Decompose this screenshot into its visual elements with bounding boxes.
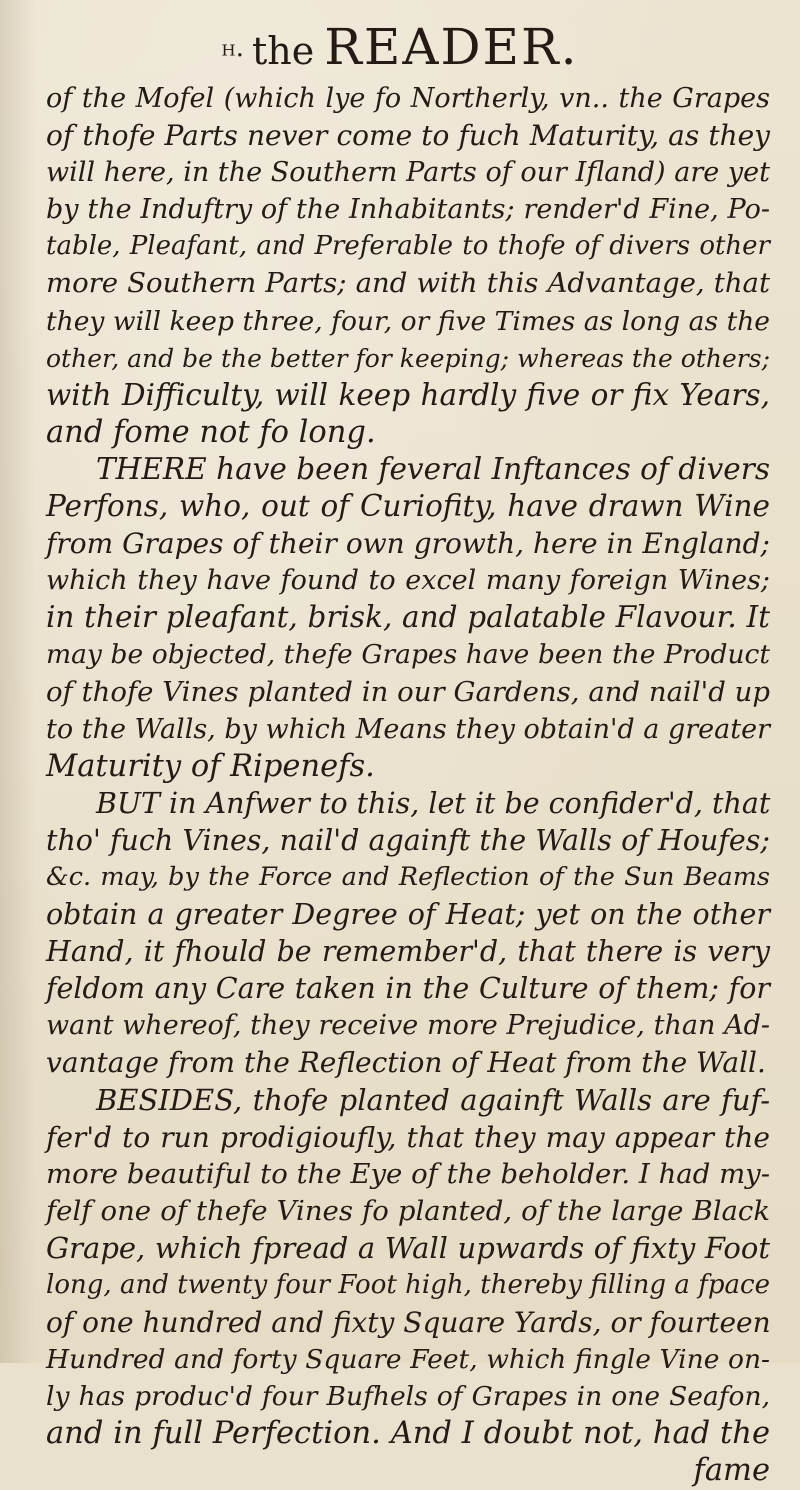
text-line: fer'd to run prodigioufly, that they may appear the <box>46 1120 770 1154</box>
text-line: long, and twenty four Foot high, thereby filling a fpace <box>46 1270 770 1300</box>
text-line: of thofe Parts never come to fuch Maturity, as they <box>46 119 770 153</box>
text-line: more beautiful to the Eye of the beholder. I had my- <box>46 1157 770 1190</box>
text-line: want whereof, they receive more Prejudice, than Ad- <box>46 1010 770 1042</box>
text-line: tho' fuch Vines, nail'd againft the Walls of Houfes; <box>46 823 770 857</box>
text-line: in their pleafant, brisk, and palatable Flavour. It <box>46 600 770 635</box>
text-line: other, and be the better for keeping; whereas the others; <box>46 343 770 373</box>
text-line: which they have found to excel many foreign Wines; <box>46 565 770 597</box>
text-line: THERE have been feveral Inftances of divers <box>96 451 770 486</box>
text-line: of thofe Vines planted in our Gardens, and nail'd up <box>46 675 770 708</box>
text-line: Hand, it fhould be remember'd, that there is very <box>46 935 770 969</box>
text-line: will here, in the Southern Parts of our Ifland) are yet <box>46 157 770 189</box>
text-line: obtain a greater Degree of Heat; yet on the other <box>46 898 770 932</box>
text-line: Maturity of Ripenefs. <box>46 748 375 784</box>
text-line: by the Induftry of the Inhabitants; render'd Fine, Po- <box>46 194 770 226</box>
text-line: they will keep three, four, or five Times as long as the <box>46 305 770 337</box>
text-line: BESIDES, thofe planted againft Walls are fuf- <box>96 1082 770 1117</box>
text-line: may be objected, thefe Grapes have been the Product <box>46 639 770 671</box>
text-line: from Grapes of their own growth, here in England; <box>46 527 770 561</box>
text-line: Grape, which fpread a Wall upwards of fixty Foot <box>46 1230 770 1265</box>
text-line: and fome not fo long. <box>46 414 376 450</box>
text-line: table, Pleafant, and Preferable to thofe of divers other <box>46 231 770 262</box>
ornament-mark: ᴴ· <box>221 41 244 71</box>
body-text <box>46 80 770 1490</box>
catchword: fame <box>693 1453 770 1489</box>
text-line: more Southern Parts; and with this Advantage, that <box>46 267 770 300</box>
text-line: Perfons, who, out of Curiofity, have drawn Wine <box>46 489 770 524</box>
text-line: and in full Perfection. And I doubt not, had the <box>46 1416 770 1452</box>
text-line: feldom any Care taken in the Culture of them; for <box>46 972 770 1006</box>
running-head <box>0 18 800 76</box>
text-line: to the Walls, by which Means they obtain'd a greater <box>46 713 770 745</box>
text-line: with Difficulty, will keep hardly five or fix Years, <box>46 377 770 412</box>
text-line: felf one of thefe Vines fo planted, of the large Black <box>46 1194 770 1227</box>
text-line: &c. may, by the Force and Reflection of the Sun Beams <box>46 861 770 892</box>
text-line: of the Mofel (which lye fo Northerly, vn.. the Grapes <box>46 83 770 114</box>
text-line: BUT in Anfwer to this, let it be confider'd, that <box>96 786 771 820</box>
text-line: vantage from the Reflection of Heat from the Wall. <box>46 1046 766 1080</box>
running-head-article: the <box>251 29 315 73</box>
text-line: Hundred and forty Square Feet, which fingle Vine on- <box>46 1344 770 1376</box>
text-line: ly has produc'd four Bufhels of Grapes in one Seafon, <box>46 1381 770 1413</box>
running-head-title: READER. <box>324 18 579 76</box>
text-line: of one hundred and fixty Square Yards, or fourteen <box>46 1306 771 1340</box>
